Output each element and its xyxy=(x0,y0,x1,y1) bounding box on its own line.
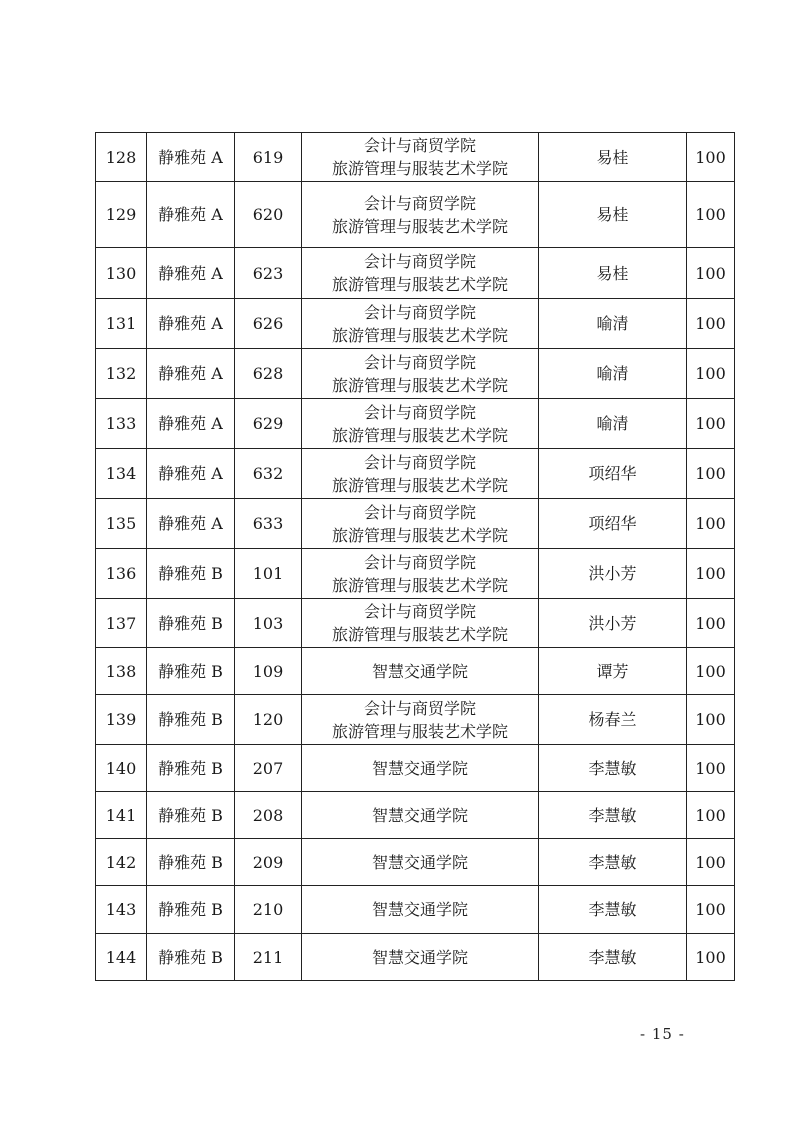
teacher-cell: 易桂 xyxy=(539,133,687,182)
teacher-cell: 杨春兰 xyxy=(539,695,687,745)
score-cell: 100 xyxy=(687,934,735,981)
row-number-cell: 130 xyxy=(96,248,147,299)
college-cell xyxy=(302,934,539,981)
room-number-cell: 623 xyxy=(235,248,302,299)
building-cell: 静雅苑 B xyxy=(147,839,235,886)
college-line: 旅游管理与服装艺术学院 xyxy=(331,159,508,178)
score-cell: 100 xyxy=(687,299,735,349)
building-cell: 静雅苑 A xyxy=(147,349,235,399)
score-cell: 100 xyxy=(687,248,735,299)
score-cell: 100 xyxy=(687,449,735,499)
room-number-cell: 210 xyxy=(235,886,302,934)
table-row xyxy=(96,839,735,886)
score-cell: 100 xyxy=(687,182,735,248)
page-number: - 15 - xyxy=(640,1025,685,1043)
college-line: 会计与商贸学院 xyxy=(363,552,476,572)
teacher-cell: 李慧敏 xyxy=(539,792,687,839)
row-number-cell: 131 xyxy=(96,299,147,349)
teacher-cell: 李慧敏 xyxy=(539,886,687,934)
table-row xyxy=(96,499,735,549)
room-number-cell: 103 xyxy=(235,599,302,648)
score-cell: 100 xyxy=(687,745,735,792)
teacher-cell: 易桂 xyxy=(539,182,687,248)
building-cell: 静雅苑 B xyxy=(147,549,235,599)
college-line: 会计与商贸学院 xyxy=(363,136,476,155)
college-line: 智慧交通学院 xyxy=(371,661,468,681)
room-number-cell: 629 xyxy=(235,399,302,449)
college-line: 会计与商贸学院 xyxy=(363,698,476,718)
building-cell: 静雅苑 A xyxy=(147,182,235,248)
teacher-cell: 李慧敏 xyxy=(539,934,687,981)
row-number-cell: 128 xyxy=(96,133,147,182)
college-line: 旅游管理与服装艺术学院 xyxy=(331,375,508,395)
college-line: 智慧交通学院 xyxy=(371,852,468,872)
college-line: 智慧交通学院 xyxy=(371,900,468,919)
college-cell xyxy=(302,499,539,549)
row-number-cell: 133 xyxy=(96,399,147,449)
row-number-cell: 129 xyxy=(96,182,147,248)
building-cell: 静雅苑 A xyxy=(147,399,235,449)
score-cell: 100 xyxy=(687,599,735,648)
college-line: 旅游管理与服装艺术学院 xyxy=(331,325,508,345)
score-cell: 100 xyxy=(687,695,735,745)
teacher-cell: 洪小芳 xyxy=(539,599,687,648)
table-row xyxy=(96,449,735,499)
room-number-cell: 619 xyxy=(235,133,302,182)
college-line: 旅游管理与服装艺术学院 xyxy=(331,721,508,741)
building-cell: 静雅苑 B xyxy=(147,695,235,745)
college-cell xyxy=(302,399,539,449)
score-cell: 100 xyxy=(687,886,735,934)
building-cell: 静雅苑 B xyxy=(147,648,235,695)
college-line: 旅游管理与服装艺术学院 xyxy=(331,216,508,236)
row-number-cell: 136 xyxy=(96,549,147,599)
teacher-cell: 项绍华 xyxy=(539,499,687,549)
row-number-cell: 137 xyxy=(96,599,147,648)
college-line: 会计与商贸学院 xyxy=(363,252,476,271)
college-line: 旅游管理与服装艺术学院 xyxy=(331,625,508,644)
row-number-cell: 132 xyxy=(96,349,147,399)
room-number-cell: 120 xyxy=(235,695,302,745)
score-cell: 100 xyxy=(687,549,735,599)
building-cell: 静雅苑 B xyxy=(147,792,235,839)
row-number-cell: 134 xyxy=(96,449,147,499)
table-row xyxy=(96,886,735,934)
room-number-cell: 208 xyxy=(235,792,302,839)
college-cell xyxy=(302,248,539,299)
room-number-cell: 209 xyxy=(235,839,302,886)
teacher-cell: 谭芳 xyxy=(539,648,687,695)
table-row xyxy=(96,792,735,839)
table-row xyxy=(96,399,735,449)
teacher-cell: 李慧敏 xyxy=(539,745,687,792)
room-number-cell: 620 xyxy=(235,182,302,248)
table-row xyxy=(96,599,735,648)
room-number-cell: 211 xyxy=(235,934,302,981)
table-row xyxy=(96,745,735,792)
college-line: 会计与商贸学院 xyxy=(363,452,476,472)
table-row xyxy=(96,133,735,182)
table-row xyxy=(96,248,735,299)
room-number-cell: 101 xyxy=(235,549,302,599)
college-cell xyxy=(302,182,539,248)
score-cell: 100 xyxy=(687,648,735,695)
row-number-cell: 143 xyxy=(96,886,147,934)
college-line: 旅游管理与服装艺术学院 xyxy=(331,425,508,445)
room-number-cell: 626 xyxy=(235,299,302,349)
building-cell: 静雅苑 A xyxy=(147,499,235,549)
score-cell: 100 xyxy=(687,499,735,549)
building-cell: 静雅苑 A xyxy=(147,248,235,299)
college-line: 旅游管理与服装艺术学院 xyxy=(331,475,508,495)
college-line: 会计与商贸学院 xyxy=(363,402,476,422)
room-number-cell: 628 xyxy=(235,349,302,399)
table-row xyxy=(96,695,735,745)
college-cell xyxy=(302,349,539,399)
room-number-cell: 633 xyxy=(235,499,302,549)
row-number-cell: 140 xyxy=(96,745,147,792)
college-line: 会计与商贸学院 xyxy=(363,502,476,522)
college-line: 智慧交通学院 xyxy=(371,947,468,967)
teacher-cell: 易桂 xyxy=(539,248,687,299)
score-cell: 100 xyxy=(687,133,735,182)
score-cell: 100 xyxy=(687,349,735,399)
score-cell: 100 xyxy=(687,839,735,886)
score-cell: 100 xyxy=(687,399,735,449)
teacher-cell: 洪小芳 xyxy=(539,549,687,599)
college-cell xyxy=(302,449,539,499)
college-line: 会计与商贸学院 xyxy=(363,302,476,322)
table-row xyxy=(96,549,735,599)
college-cell xyxy=(302,695,539,745)
teacher-cell: 李慧敏 xyxy=(539,839,687,886)
building-cell: 静雅苑 B xyxy=(147,745,235,792)
college-cell xyxy=(302,299,539,349)
college-cell xyxy=(302,599,539,648)
teacher-cell: 喻清 xyxy=(539,349,687,399)
college-line: 旅游管理与服装艺术学院 xyxy=(331,275,508,294)
row-number-cell: 142 xyxy=(96,839,147,886)
table-row xyxy=(96,182,735,248)
college-line: 智慧交通学院 xyxy=(371,805,468,825)
row-number-cell: 138 xyxy=(96,648,147,695)
college-line: 会计与商贸学院 xyxy=(363,602,476,621)
room-number-cell: 207 xyxy=(235,745,302,792)
row-number-cell: 135 xyxy=(96,499,147,549)
teacher-cell: 项绍华 xyxy=(539,449,687,499)
table-row xyxy=(96,648,735,695)
row-number-cell: 139 xyxy=(96,695,147,745)
score-cell: 100 xyxy=(687,792,735,839)
building-cell: 静雅苑 B xyxy=(147,934,235,981)
college-line: 旅游管理与服装艺术学院 xyxy=(331,525,508,545)
row-number-cell: 144 xyxy=(96,934,147,981)
college-cell xyxy=(302,648,539,695)
table-row xyxy=(96,299,735,349)
teacher-cell: 喻清 xyxy=(539,299,687,349)
college-cell xyxy=(302,839,539,886)
college-line: 会计与商贸学院 xyxy=(363,193,476,213)
table-row xyxy=(96,934,735,981)
building-cell: 静雅苑 A xyxy=(147,299,235,349)
college-line: 会计与商贸学院 xyxy=(363,352,476,372)
row-number-cell: 141 xyxy=(96,792,147,839)
college-cell xyxy=(302,745,539,792)
building-cell: 静雅苑 B xyxy=(147,599,235,648)
college-cell xyxy=(302,886,539,934)
college-line: 旅游管理与服装艺术学院 xyxy=(331,575,508,595)
college-line: 智慧交通学院 xyxy=(371,758,468,778)
building-cell: 静雅苑 A xyxy=(147,133,235,182)
college-cell xyxy=(302,133,539,182)
building-cell: 静雅苑 A xyxy=(147,449,235,499)
room-number-cell: 109 xyxy=(235,648,302,695)
college-cell xyxy=(302,549,539,599)
college-cell xyxy=(302,792,539,839)
teacher-cell: 喻清 xyxy=(539,399,687,449)
building-cell: 静雅苑 B xyxy=(147,886,235,934)
dormitory-inspection-table xyxy=(95,132,735,981)
room-number-cell: 632 xyxy=(235,449,302,499)
table-row xyxy=(96,349,735,399)
table-body xyxy=(96,133,735,981)
